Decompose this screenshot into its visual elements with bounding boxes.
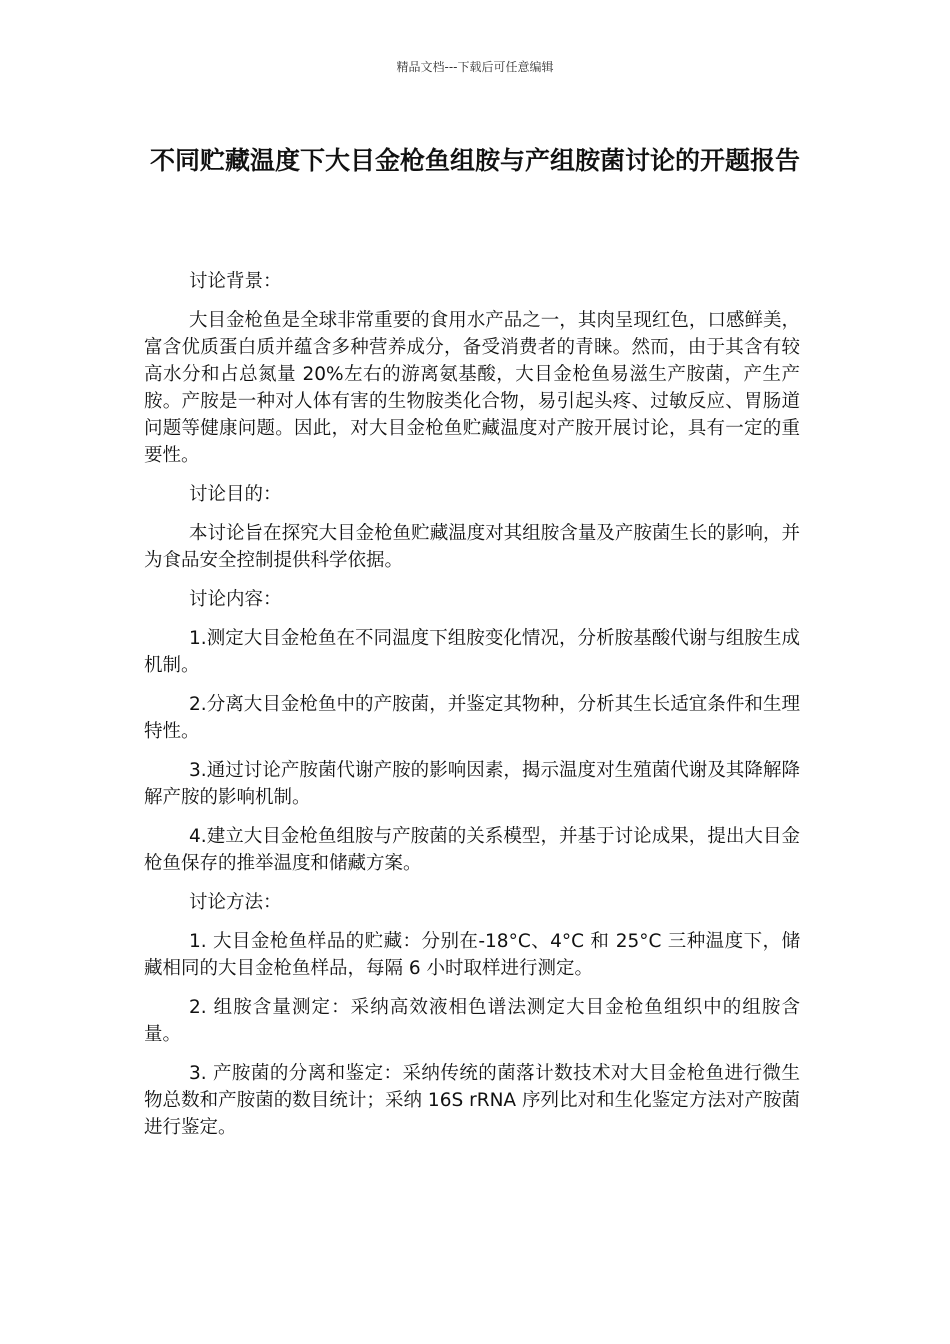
method-item-2: 2. 组胺含量测定：采纳高效液相色谱法测定大目金枪鱼组织中的组胺含量。: [144, 997, 800, 1045]
section-heading-methods: 讨论方法：: [189, 892, 282, 913]
document-body: [144, 268, 800, 1153]
section-heading-content: 讨论内容：: [189, 589, 282, 610]
header-note: 精品文档---下载后可任意编辑: [396, 60, 554, 74]
method-item-3: 3. 产胺菌的分离和鉴定：采纳传统的菌落计数技术对大目金枪鱼进行微生物总数和产胺菌的数目统计；采纳 16S rRNA 序列比对和生化鉴定方法对产胺菌进行鉴定。: [144, 1063, 800, 1138]
paragraph-background: 大目金枪鱼是全球非常重要的食用水产品之一，其肉呈现红色，口感鲜美，富含优质蛋白质并蕴含多种营养成分，备受消费者的青睐。然而，由于其含有较高水分和占总氮量 20%左右的游离氨基酸，大目金枪鱼易滋生产胺菌，产生产胺。产胺是一种对人体有害的生物胺类化合物，易引起头疼、过敏反应、胃肠道问题等健康问题。因此，对大目金枪鱼贮藏温度对产胺开展讨论，具有一定的重要性。: [144, 310, 800, 466]
section-heading-background: 讨论背景：: [189, 271, 282, 292]
content-item-4: 4.建立大目金枪鱼组胺与产胺菌的关系模型，并基于讨论成果，提出大目金枪鱼保存的推举温度和储藏方案。: [144, 826, 800, 874]
method-item-1: 1. 大目金枪鱼样品的贮藏：分别在-18°C、4°C 和 25°C 三种温度下，储藏相同的大目金枪鱼样品，每隔 6 小时取样进行测定。: [144, 931, 800, 979]
content-item-1: 1.测定大目金枪鱼在不同温度下组胺变化情况，分析胺基酸代谢与组胺生成机制。: [144, 628, 800, 676]
document-title: 不同贮藏温度下大目金枪鱼组胺与产组胺菌讨论的开题报告: [149, 146, 800, 175]
content-item-3: 3.通过讨论产胺菌代谢产胺的影响因素，揭示温度对生殖菌代谢及其降解降解产胺的影响机制。: [144, 760, 800, 808]
paragraph-purpose: 本讨论旨在探究大目金枪鱼贮藏温度对其组胺含量及产胺菌生长的影响，并为食品安全控制提供科学依据。: [144, 523, 800, 571]
content-item-2: 2.分离大目金枪鱼中的产胺菌，并鉴定其物种，分析其生长适宜条件和生理特性。: [144, 694, 800, 742]
section-heading-purpose: 讨论目的：: [189, 484, 282, 505]
